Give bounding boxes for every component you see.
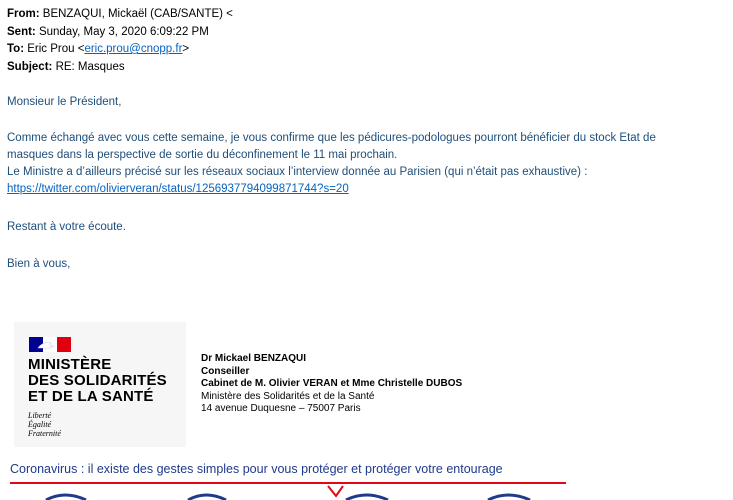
logo-line-1: MINISTÈRE	[28, 356, 112, 373]
from-value: BENZAQUI, Mickaël (CAB/SANTE) <	[39, 8, 233, 20]
signature-address: 14 avenue Duquesne – 75007 Paris	[201, 403, 361, 414]
marianne-flag-icon	[29, 337, 71, 352]
logo-line-3: ET DE LA SANTÉ	[28, 388, 154, 405]
to-email-link[interactable]: eric.prou@cnopp.fr	[84, 43, 183, 55]
twitter-link[interactable]: https://twitter.com/olivierveran/status/1256937794099871744?s=20	[7, 183, 349, 195]
signature-role: Conseiller	[201, 365, 250, 377]
logo-motto-2: Égalité	[28, 420, 52, 429]
from-row	[7, 6, 233, 24]
paragraph-line-3: Le Ministre a d’ailleurs précisé sur les réseaux sociaux l’interview donnée au Parisien (qui n’était pas exhaustive) :	[7, 166, 588, 178]
closing-line-1: Restant à votre écoute.	[7, 221, 126, 233]
paragraph-line-2: masques dans la perspective de sortie du déconfinement le 11 mai prochain.	[7, 149, 398, 161]
subject-label: Subject:	[7, 60, 53, 73]
closing-line-2: Bien à vous,	[7, 258, 71, 270]
sent-row	[7, 24, 233, 42]
logo-motto-1: Liberté	[28, 411, 52, 420]
to-row	[7, 41, 233, 59]
signature-name: Dr Mickael BENZAQUI	[201, 353, 307, 364]
to-label: To:	[7, 43, 25, 55]
subject-value: RE: Masques	[52, 60, 125, 73]
subject-row	[7, 59, 233, 77]
signature-ministry: Ministère des Solidarités et de la Santé	[201, 390, 375, 402]
logo-line-2: DES SOLIDARITÉS	[28, 372, 167, 389]
to-value: Eric Prou <	[24, 43, 85, 55]
email-header	[7, 6, 233, 76]
sent-label: Sent:	[7, 25, 36, 38]
sent-value: Sunday, May 3, 2020 6:09:22 PM	[35, 25, 209, 38]
logo-motto-3: Fraternité	[28, 429, 61, 438]
coronavirus-banner-text: Coronavirus : il existe des gestes simples pour vous protéger et protéger votre entourage	[10, 462, 503, 476]
to-close: >	[182, 43, 190, 55]
greeting: Monsieur le Président,	[7, 96, 122, 108]
signature-block	[201, 353, 462, 416]
banner-illustrations	[10, 484, 570, 500]
from-label: From:	[7, 8, 40, 20]
message-paragraph	[7, 130, 729, 198]
ministry-logo	[14, 322, 186, 447]
signature-cabinet: Cabinet de M. Olivier VERAN et Mme Christelle DUBOS	[201, 378, 463, 389]
paragraph-line-1: Comme échangé avec vous cette semaine, je vous confirme que les pédicures-podologues pourront bénéficier du stock Etat de	[7, 132, 656, 144]
